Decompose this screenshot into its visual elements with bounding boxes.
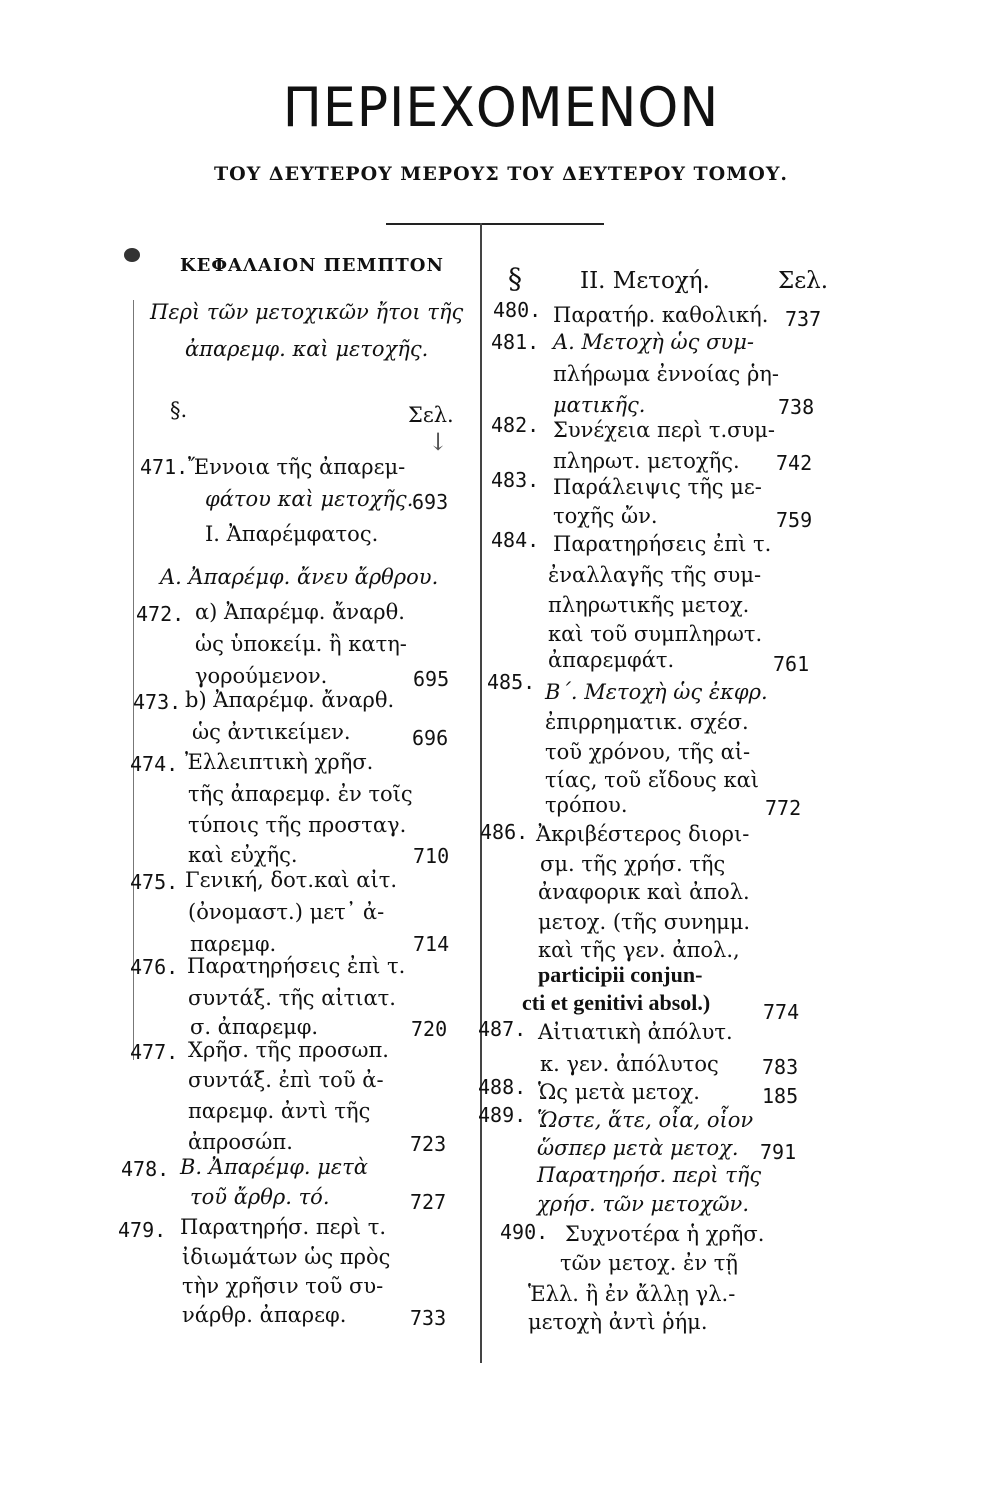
entry-text: (ὀνομαστ.) μετ᾽ ἀ- — [188, 900, 385, 924]
entry-page: 696 — [412, 726, 449, 750]
entry-text: τῶν μετοχ. ἐν τῇ — [560, 1251, 738, 1275]
entry-text: ὡς ὑποκείμ. ἢ κατη- — [195, 632, 407, 656]
entry-text: ἀναφορικ καὶ ἀπολ. — [538, 880, 750, 904]
entry-text: συντάξ. ἐπὶ τοῦ ἀ- — [188, 1068, 384, 1092]
entry-number: 490. — [500, 1220, 549, 1244]
entry-text: Παράλειψις τῆς με- — [553, 475, 762, 499]
entry-text: παρεμφ. ἀντὶ τῆς — [188, 1099, 371, 1123]
entry-text: σμ. τῆς χρήσ. τῆς — [540, 852, 726, 876]
entry-text: τοῦ ἄρθρ. τό. — [190, 1185, 330, 1209]
entry-page: 737 — [785, 307, 822, 331]
entry-number: 475. — [130, 870, 179, 894]
page-column-label: Σελ. — [408, 403, 454, 427]
entry-text: Ἀκριβέστερος διορι- — [536, 822, 750, 846]
entry-number: 487. — [478, 1017, 527, 1041]
chapter-intro: ἀπαρεμφ. καὶ μετοχῆς. — [185, 337, 429, 361]
entry-page: 774 — [763, 1000, 800, 1024]
entry-text: πληρωτ. μετοχῆς. — [553, 449, 740, 473]
entry-text: πληρωτικῆς μετοχ. — [548, 593, 750, 617]
entry-text: τῆς ἀπαρεμφ. ἐν τοῖς — [188, 782, 413, 806]
entry-number: 481. — [491, 330, 540, 354]
entry-text: ματικῆς. — [553, 393, 646, 417]
section-sign: § — [508, 262, 522, 295]
entry-page: 791 — [760, 1140, 797, 1164]
entry-text: ἐπιρρηματικ. σχέσ. — [545, 710, 749, 734]
subsection-heading: Α. Ἀπαρέμφ. ἄνευ ἄρθρου. — [160, 565, 439, 589]
entry-text: Παρατηρήσεις ἐπὶ τ. — [187, 954, 406, 978]
entry-text: παρεμφ. — [190, 932, 277, 956]
entry-number: 488. — [478, 1075, 527, 1099]
entry-text: Αἰτιατικὴ ἀπόλυτ. — [538, 1020, 733, 1044]
entry-text: Ὡς μετὰ μετοχ. — [538, 1080, 700, 1104]
entry-text: Παρατηρήσ. περὶ τ. — [180, 1215, 387, 1239]
entry-text: συντάξ. τῆς αἰτιατ. — [188, 986, 396, 1010]
entry-page: 772 — [765, 796, 802, 820]
entry-number: 474. — [130, 752, 179, 776]
entry-page: 742 — [776, 451, 813, 475]
entry-text: νάρθρ. ἀπαρεφ. — [182, 1303, 347, 1327]
entry-text: καὶ εὐχῆς. — [188, 843, 298, 867]
entry-text: Ἑλλ. ἢ ἐν ἄλλῃ γλ.- — [528, 1282, 736, 1306]
entry-text: τύποις τῆς προσταγ. — [188, 813, 407, 837]
entry-text: Παρατηρήσεις ἐπὶ τ. — [553, 532, 772, 556]
entry-page: 759 — [776, 508, 813, 532]
entry-number: 471. — [140, 455, 189, 479]
entry-page: 727 — [410, 1190, 447, 1214]
entry-page: 720 — [411, 1017, 448, 1041]
subsection-heading: ΙΙ. Μετοχή. — [580, 268, 710, 294]
entry-number: 482. — [491, 413, 540, 437]
entry-number: 484. — [491, 528, 540, 552]
entry-text: Ὥστε, ἅτε, οἷα, οἷον — [537, 1108, 754, 1132]
entry-text: τρόπου. — [545, 793, 628, 817]
entry-text: Συνέχεια περὶ τ.συμ- — [553, 418, 776, 442]
entry-number: 478. — [121, 1157, 170, 1181]
margin-line — [133, 300, 134, 1060]
entry-page: 761 — [773, 652, 810, 676]
entry-text: καὶ τῆς γεν. ἀπολ., — [538, 938, 740, 962]
entry-text: Παρατήρ. καθολική. — [553, 303, 769, 327]
entry-text: σ. ἀπαρεμφ. — [190, 1015, 319, 1039]
entry-text: τὴν χρῆσιν τοῦ συ- — [182, 1274, 384, 1298]
entry-text: τοχῆς ὤν. — [553, 504, 658, 528]
chapter-intro: Περὶ τῶν μετοχικῶν ἤτοι τῆς — [150, 300, 464, 324]
entry-page: 738 — [778, 395, 815, 419]
entry-text: Γενική, δοτ.καὶ αἰτ. — [185, 868, 398, 892]
entry-text: κ. γεν. ἀπόλυτος — [540, 1052, 719, 1076]
entry-text: τίας, τοῦ εἴδους καὶ — [545, 768, 759, 792]
subsection-heading: Ι. Ἀπαρέμφατος. — [205, 522, 379, 546]
entry-text: ἀπροσώπ. — [188, 1130, 293, 1154]
entry-text: Α. Μετοχὴ ὡς συμ- — [553, 330, 754, 354]
entry-page: 783 — [762, 1055, 799, 1079]
entry-text: πλήρωμα ἐννοίας ῥη- — [553, 362, 779, 386]
ink-dot — [124, 248, 140, 262]
entry-text: Β. Ἀπαρέμφ. μετὰ — [180, 1155, 368, 1179]
entry-text: τοῦ χρόνου, τῆς αἰ- — [545, 740, 751, 764]
arrow-down-icon: ↓ — [428, 428, 449, 456]
entry-page: 185 — [762, 1084, 799, 1108]
entry-text: b) Ἀπαρέμφ. ἄναρθ. — [185, 688, 395, 712]
entry-text: γορούμενον. — [195, 664, 328, 688]
entry-text: Ἐλλειπτικὴ χρῆσ. — [185, 750, 374, 774]
entry-page: 710 — [413, 844, 450, 868]
page-title: ΠΕΡΙΕΧΟΜΕΝΟΝ — [282, 76, 720, 140]
entry-text: Β΄. Μετοχὴ ὡς ἐκφρ. — [545, 680, 768, 704]
entry-text: Παρατηρήσ. περὶ τῆς — [537, 1163, 762, 1187]
entry-number: 473. — [133, 690, 182, 714]
entry-text: φάτου καὶ μετοχῆς. — [205, 487, 414, 511]
entry-page: 723 — [410, 1132, 447, 1156]
entry-page: 695 — [413, 667, 450, 691]
entry-text: ὡς ἀντικείμεν. — [192, 720, 351, 744]
page-subtitle: ΤΟΥ ΔΕΥΤΕΡΟΥ ΜΕΡΟΥΣ ΤΟΥ ΔΕΥΤΕΡΟΥ ΤΟΜΟΥ. — [214, 163, 788, 185]
entry-text: μετοχὴ ἀντὶ ῥήμ. — [528, 1310, 708, 1334]
entry-page: 693 — [412, 490, 449, 514]
entry-number: 472. — [136, 602, 185, 626]
entry-number: 483. — [491, 468, 540, 492]
entry-text: Ἔννοια τῆς ἀπαρεμ- — [188, 455, 406, 479]
entry-text: χρήσ. τῶν μετοχῶν. — [537, 1192, 749, 1216]
entry-text: cti et genitivi absol.) — [522, 990, 711, 1015]
entry-text: ἀπαρεμφάτ. — [548, 648, 675, 672]
entry-number: 479. — [118, 1218, 167, 1242]
entry-text: participii conjun- — [538, 962, 703, 987]
entry-text: ἰδιωμάτων ὡς πρὸς — [182, 1245, 391, 1269]
entry-number: 489. — [478, 1103, 527, 1127]
entry-number: 486. — [480, 820, 529, 844]
entry-number: 476. — [130, 955, 179, 979]
entry-number: 477. — [130, 1040, 179, 1064]
entry-text: ὥσπερ μετὰ μετοχ. — [537, 1136, 739, 1160]
column-divider — [480, 223, 482, 1363]
entry-text: α) Ἀπαρέμφ. ἄναρθ. — [195, 600, 405, 624]
entry-number: 485. — [487, 670, 536, 694]
entry-text: Χρῆσ. τῆς προσωπ. — [188, 1038, 389, 1062]
entry-page: 714 — [413, 932, 450, 956]
section-column-label: §. — [170, 398, 188, 422]
entry-page: 733 — [410, 1306, 447, 1330]
entry-text: καὶ τοῦ συμπληρωτ. — [548, 622, 763, 646]
entry-text: μετοχ. (τῆς συνημμ. — [538, 910, 751, 934]
entry-text: Συχνοτέρα ἡ χρῆσ. — [565, 1222, 765, 1246]
chapter-heading: ΚΕΦΑΛΑΙΟΝ ΠΕΜΠΤΟΝ — [180, 255, 444, 276]
entry-number: 480. — [493, 298, 542, 322]
top-rule — [386, 223, 604, 225]
entry-text: ἐναλλαγῆς τῆς συμ- — [548, 563, 762, 587]
page-column-label: Σελ. — [778, 268, 829, 294]
